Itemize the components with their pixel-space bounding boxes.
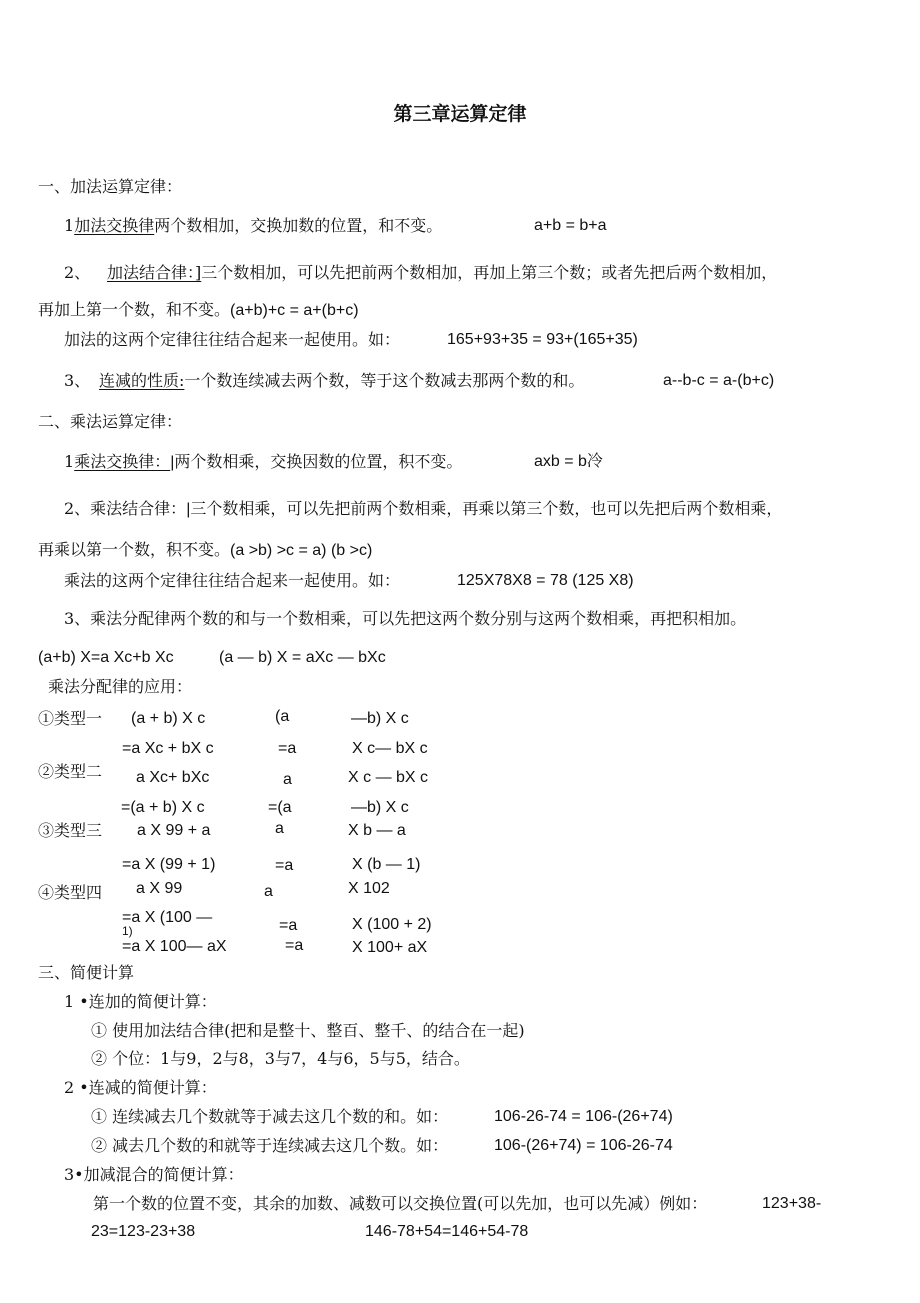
list-item: ① 连续减去几个数就等于减去这几个数的和。如： xyxy=(91,1107,449,1126)
grid-cell: =a X (100 — xyxy=(122,909,213,926)
grid-cell: X 102 xyxy=(348,880,390,897)
cursor-bar: | xyxy=(170,454,175,471)
item-number: 1 xyxy=(64,452,75,471)
multiplication-associative-formula: (a >b) >c = a) (b >c) xyxy=(230,542,373,559)
grid-cell: X c — bX c xyxy=(348,769,429,786)
addition-commutative-line xyxy=(64,216,442,236)
list-item: ① 使用加法结合律(把和是整十、整百、整千、的结合在一起) xyxy=(91,1021,525,1040)
grid-cell: =(a xyxy=(268,799,292,816)
grid-cell: (a xyxy=(275,708,290,725)
cursor-bar: | xyxy=(186,501,191,518)
grid-cell: =a xyxy=(278,740,297,757)
law-name: 加法结合律：] xyxy=(107,263,202,282)
item-number: 1 xyxy=(64,216,75,235)
grid-cell: —b) X c xyxy=(351,799,409,816)
type-label: ①类型一 xyxy=(38,709,103,728)
multiplication-commutative-formula: axb = b冷 xyxy=(534,453,603,470)
distributive-formula-1: (a+b) X=a Xc+b Xc xyxy=(38,649,174,666)
grid-cell: a X 99 + a xyxy=(137,822,211,839)
type-label: ②类型二 xyxy=(38,762,103,781)
distributive-application-label: 乘法分配律的应用： xyxy=(48,677,193,696)
law-name: 加法交换律 xyxy=(74,216,155,235)
page-title: 第三章运算定律 xyxy=(393,103,527,125)
consecutive-subtraction-formula: a--b-c = a-(b+c) xyxy=(663,372,775,389)
consecutive-subtraction-line xyxy=(99,371,584,391)
grid-cell: X c— bX c xyxy=(352,740,428,757)
grid-cell: a X 99 xyxy=(136,880,183,897)
type-label: ③类型三 xyxy=(38,821,103,840)
section-heading-simplified: 三、简便计算 xyxy=(38,963,135,982)
grid-cell: =a Xc + bX c xyxy=(122,740,214,757)
mixed-formula-2: 146-78+54=146+54-78 xyxy=(365,1223,529,1240)
section-heading-multiplication: 二、乘法运算定律： xyxy=(38,412,183,431)
addition-commutative-formula: a+b = b+a xyxy=(534,217,607,234)
grid-cell: =a X (99 + 1) xyxy=(122,856,216,873)
grid-cell: a xyxy=(275,820,284,837)
law-text: 三个数相乘，可以先把前两个数相乘，再乘以第三个数，也可以先把后两个数相乘， xyxy=(190,499,783,518)
grid-cell: =a xyxy=(275,857,294,874)
subsection-title: 2 •连减的简便计算： xyxy=(64,1078,217,1097)
grid-cell: a Xc+ bXc xyxy=(136,769,210,786)
grid-cell: X b — a xyxy=(348,822,406,839)
multiplication-combo-formula: 125X78X8 = 78 (125 X8) xyxy=(457,572,634,589)
grid-cell: =a xyxy=(279,917,298,934)
law-name: 2、乘法结合律： xyxy=(64,499,187,518)
grid-cell: =a X 100— aX xyxy=(122,938,227,955)
law-name: 乘法交换律： xyxy=(74,452,171,471)
grid-cell: X (100 + 2) xyxy=(352,916,432,933)
addition-associative-line xyxy=(107,263,777,283)
section-heading-addition: 一、加法运算定律： xyxy=(38,177,183,196)
grid-cell: X (b — 1) xyxy=(352,856,421,873)
multiplication-commutative-line xyxy=(64,452,462,473)
grid-cell: =(a + b) X c xyxy=(121,799,205,816)
subsection-title: 1 •连加的简便计算： xyxy=(64,992,217,1011)
list-item-formula: 106-26-74 = 106-(26+74) xyxy=(494,1108,673,1125)
item-number: 3、 xyxy=(64,371,91,390)
addition-combo-text: 加法的这两个定律往往结合起来一起使用。如： xyxy=(64,330,401,349)
type-label: ④类型四 xyxy=(38,883,103,902)
distributive-formula-2: (a — b) X = aXc — bXc xyxy=(219,649,386,666)
addition-associative-formula: (a+b)+c = a+(b+c) xyxy=(230,302,359,319)
distributive-law-line: 3、乘法分配律两个数的和与一个数相乘，可以先把这两个数分别与这两个数相乘，再把积相加。 xyxy=(64,609,747,628)
multiplication-associative-line xyxy=(64,499,782,520)
grid-cell-overflow: 1) xyxy=(122,924,133,938)
item-number: 2、 xyxy=(64,263,91,282)
mixed-formula-start: 123+38- xyxy=(762,1195,822,1212)
law-text-cont: 再乘以第一个数，积不变。 xyxy=(38,540,231,559)
grid-cell: (a + b) X c xyxy=(131,710,206,727)
law-text: 一个数连续减去两个数，等于这个数减去那两个数的和。 xyxy=(184,371,585,390)
law-text-cont: 再加上第一个数，和不变。 xyxy=(38,300,231,319)
list-item-formula: 106-(26+74) = 106-26-74 xyxy=(494,1137,673,1154)
list-item: ② 个位：1与9，2与8，3与7，4与6，5与5，结合。 xyxy=(91,1049,470,1068)
law-text: 两个数相乘，交换因数的位置，积不变。 xyxy=(174,452,463,471)
addition-combo-formula: 165+93+35 = 93+(165+35) xyxy=(447,331,638,348)
law-text: 两个数相加，交换加数的位置，和不变。 xyxy=(154,216,443,235)
list-item: ② 减去几个数的和就等于连续减去这几个数。如： xyxy=(91,1136,449,1155)
multiplication-associative-cont xyxy=(38,540,372,561)
law-name: 连减的性质: xyxy=(99,371,185,390)
grid-cell: a xyxy=(264,883,273,900)
law-text: 三个数相加，可以先把前两个数相加，再加上第三个数；或者先把后两个数相加， xyxy=(201,263,778,282)
mixed-text: 第一个数的位置不变，其余的加数、减数可以交换位置(可以先加，也可以先减）例如： xyxy=(93,1194,708,1213)
addition-associative-cont xyxy=(38,300,359,321)
grid-cell: X 100+ aX xyxy=(352,939,428,956)
grid-cell: a xyxy=(283,771,292,788)
grid-cell: =a xyxy=(285,937,304,954)
mixed-formula-end: 23=123-23+38 xyxy=(91,1223,196,1240)
subsection-title: 3•加减混合的简便计算： xyxy=(64,1165,244,1184)
grid-cell: —b) X c xyxy=(351,710,409,727)
multiplication-combo-text: 乘法的这两个定律往往结合起来一起使用。如： xyxy=(64,571,401,590)
